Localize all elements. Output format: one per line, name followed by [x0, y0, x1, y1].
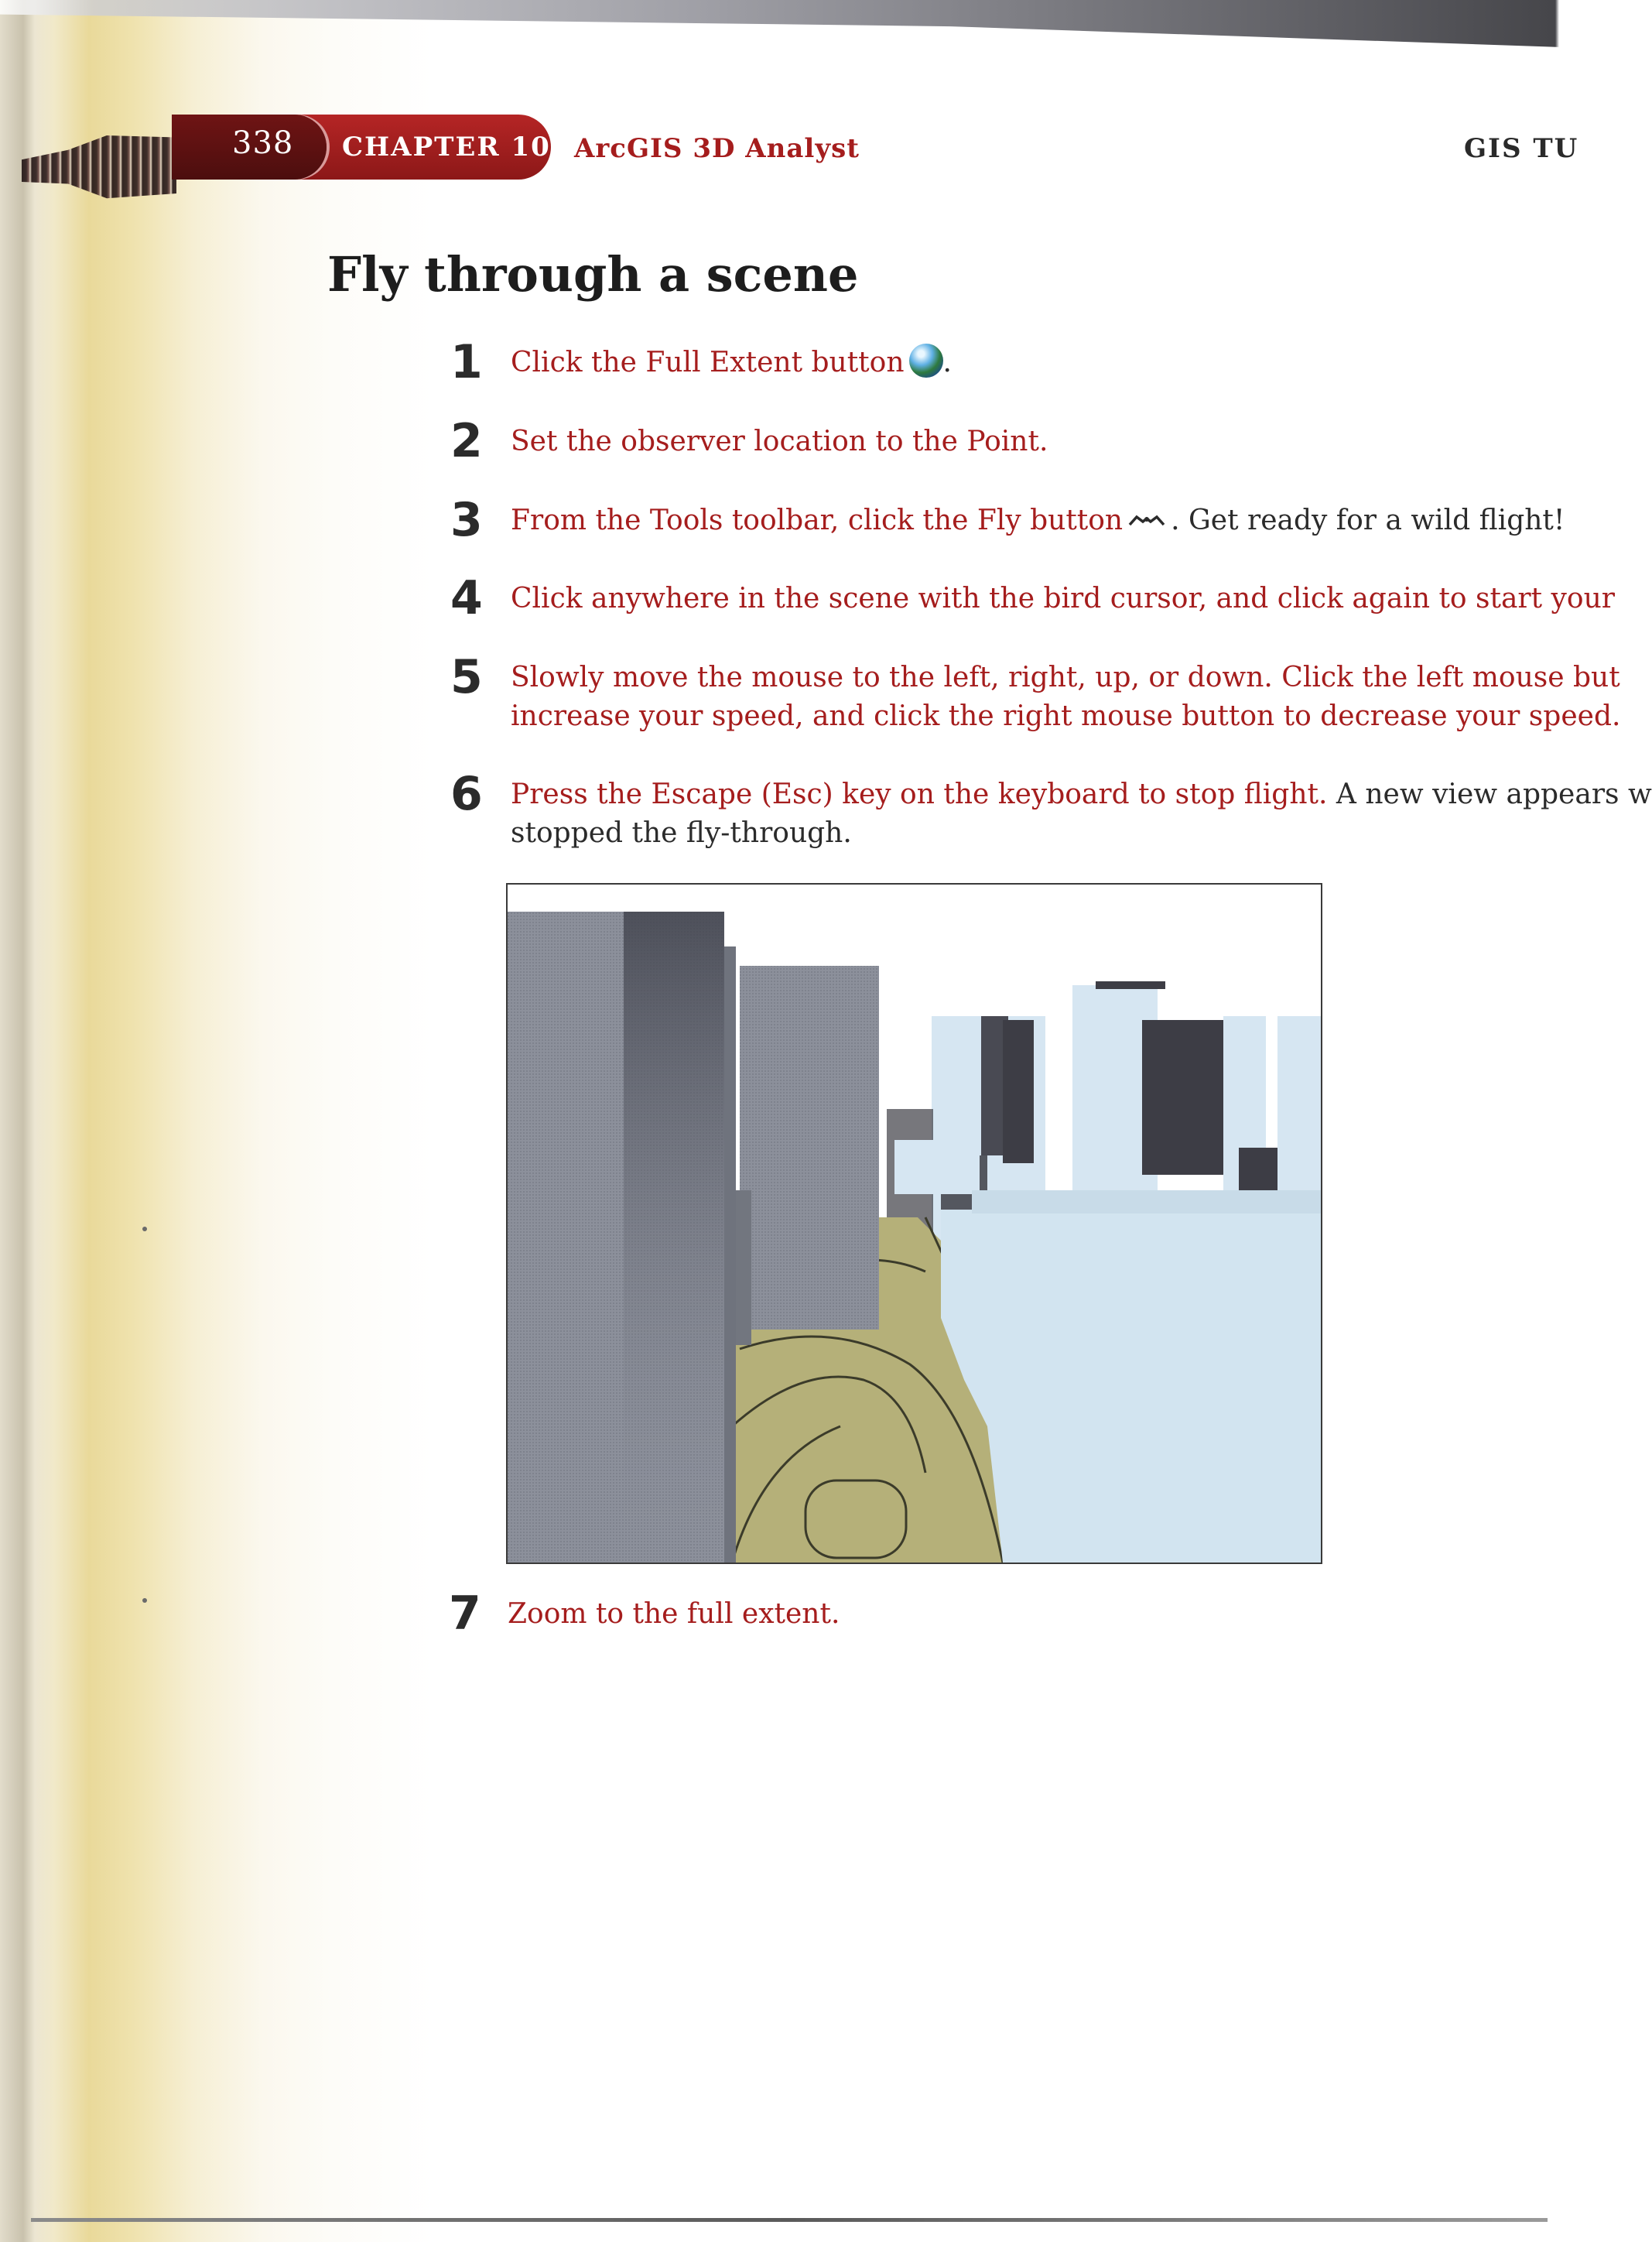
- tower-shading: [624, 912, 724, 1563]
- step-punctuation: .: [942, 347, 952, 378]
- fly-icon: [1127, 512, 1166, 528]
- step-instruction: Press the Escape (Esc) key on the keyboard to stop flight.: [511, 779, 1328, 810]
- step-number: 7: [449, 1587, 481, 1641]
- step-number: 2: [450, 414, 483, 468]
- step-3-text: [511, 501, 1565, 540]
- building: [1142, 1020, 1223, 1175]
- tower-edge: [736, 1190, 751, 1345]
- building-roof: [1096, 981, 1165, 989]
- step-6-text-line-2: stopped the fly-through.: [511, 817, 852, 849]
- step-instruction: Click the Full Extent button: [511, 347, 905, 378]
- margin-speck: [142, 1598, 147, 1603]
- step-note: . Get ready for a wild flight!: [1171, 505, 1565, 536]
- building: [1003, 1020, 1034, 1163]
- step-2-text: Set the observer location to the Point.: [511, 426, 1048, 457]
- building: [894, 1140, 980, 1194]
- city-scene-illustration: [508, 885, 1321, 1563]
- tower-edge: [724, 946, 736, 1563]
- globe-icon: [909, 344, 943, 378]
- step-1-text: [511, 343, 952, 382]
- step-4-text: Click anywhere in the scene with the bird cursor, and click again to start your: [511, 583, 1615, 614]
- page-number: 338: [232, 125, 294, 161]
- running-head: GIS TU: [1464, 133, 1579, 164]
- section-title: Fly through a scene: [327, 246, 859, 303]
- step-7-text: Zoom to the full extent.: [508, 1598, 840, 1630]
- building-near-right: [941, 1210, 1321, 1563]
- margin-speck: [142, 1227, 147, 1231]
- step-5-text-line-1: Slowly move the mouse to the left, right, up, or down. Click the left mouse but: [511, 662, 1620, 693]
- fly-through-scene-image: [506, 883, 1322, 1564]
- step-number: 5: [450, 650, 483, 704]
- step-6-text-line-1: [511, 775, 1652, 814]
- building-edge: [972, 1190, 1321, 1213]
- page-bottom-edge: [31, 2218, 1548, 2222]
- step-number: 6: [450, 767, 483, 821]
- chapter-label: CHAPTER 10: [342, 132, 551, 163]
- book-binding-edge: [22, 116, 176, 213]
- tower-mid-left: [740, 966, 879, 1330]
- step-number: 1: [450, 335, 483, 389]
- building: [1239, 1148, 1277, 1194]
- page-curl-shadow: [0, 0, 1585, 48]
- step-number: 4: [450, 571, 483, 625]
- step-instruction: From the Tools toolbar, click the Fly button: [511, 505, 1124, 536]
- book-topic: ArcGIS 3D Analyst: [574, 133, 860, 164]
- step-number: 3: [450, 493, 483, 547]
- step-note: A new view appears w: [1327, 779, 1652, 810]
- step-5-text-line-2: increase your speed, and click the right mouse button to decrease your speed.: [511, 700, 1621, 732]
